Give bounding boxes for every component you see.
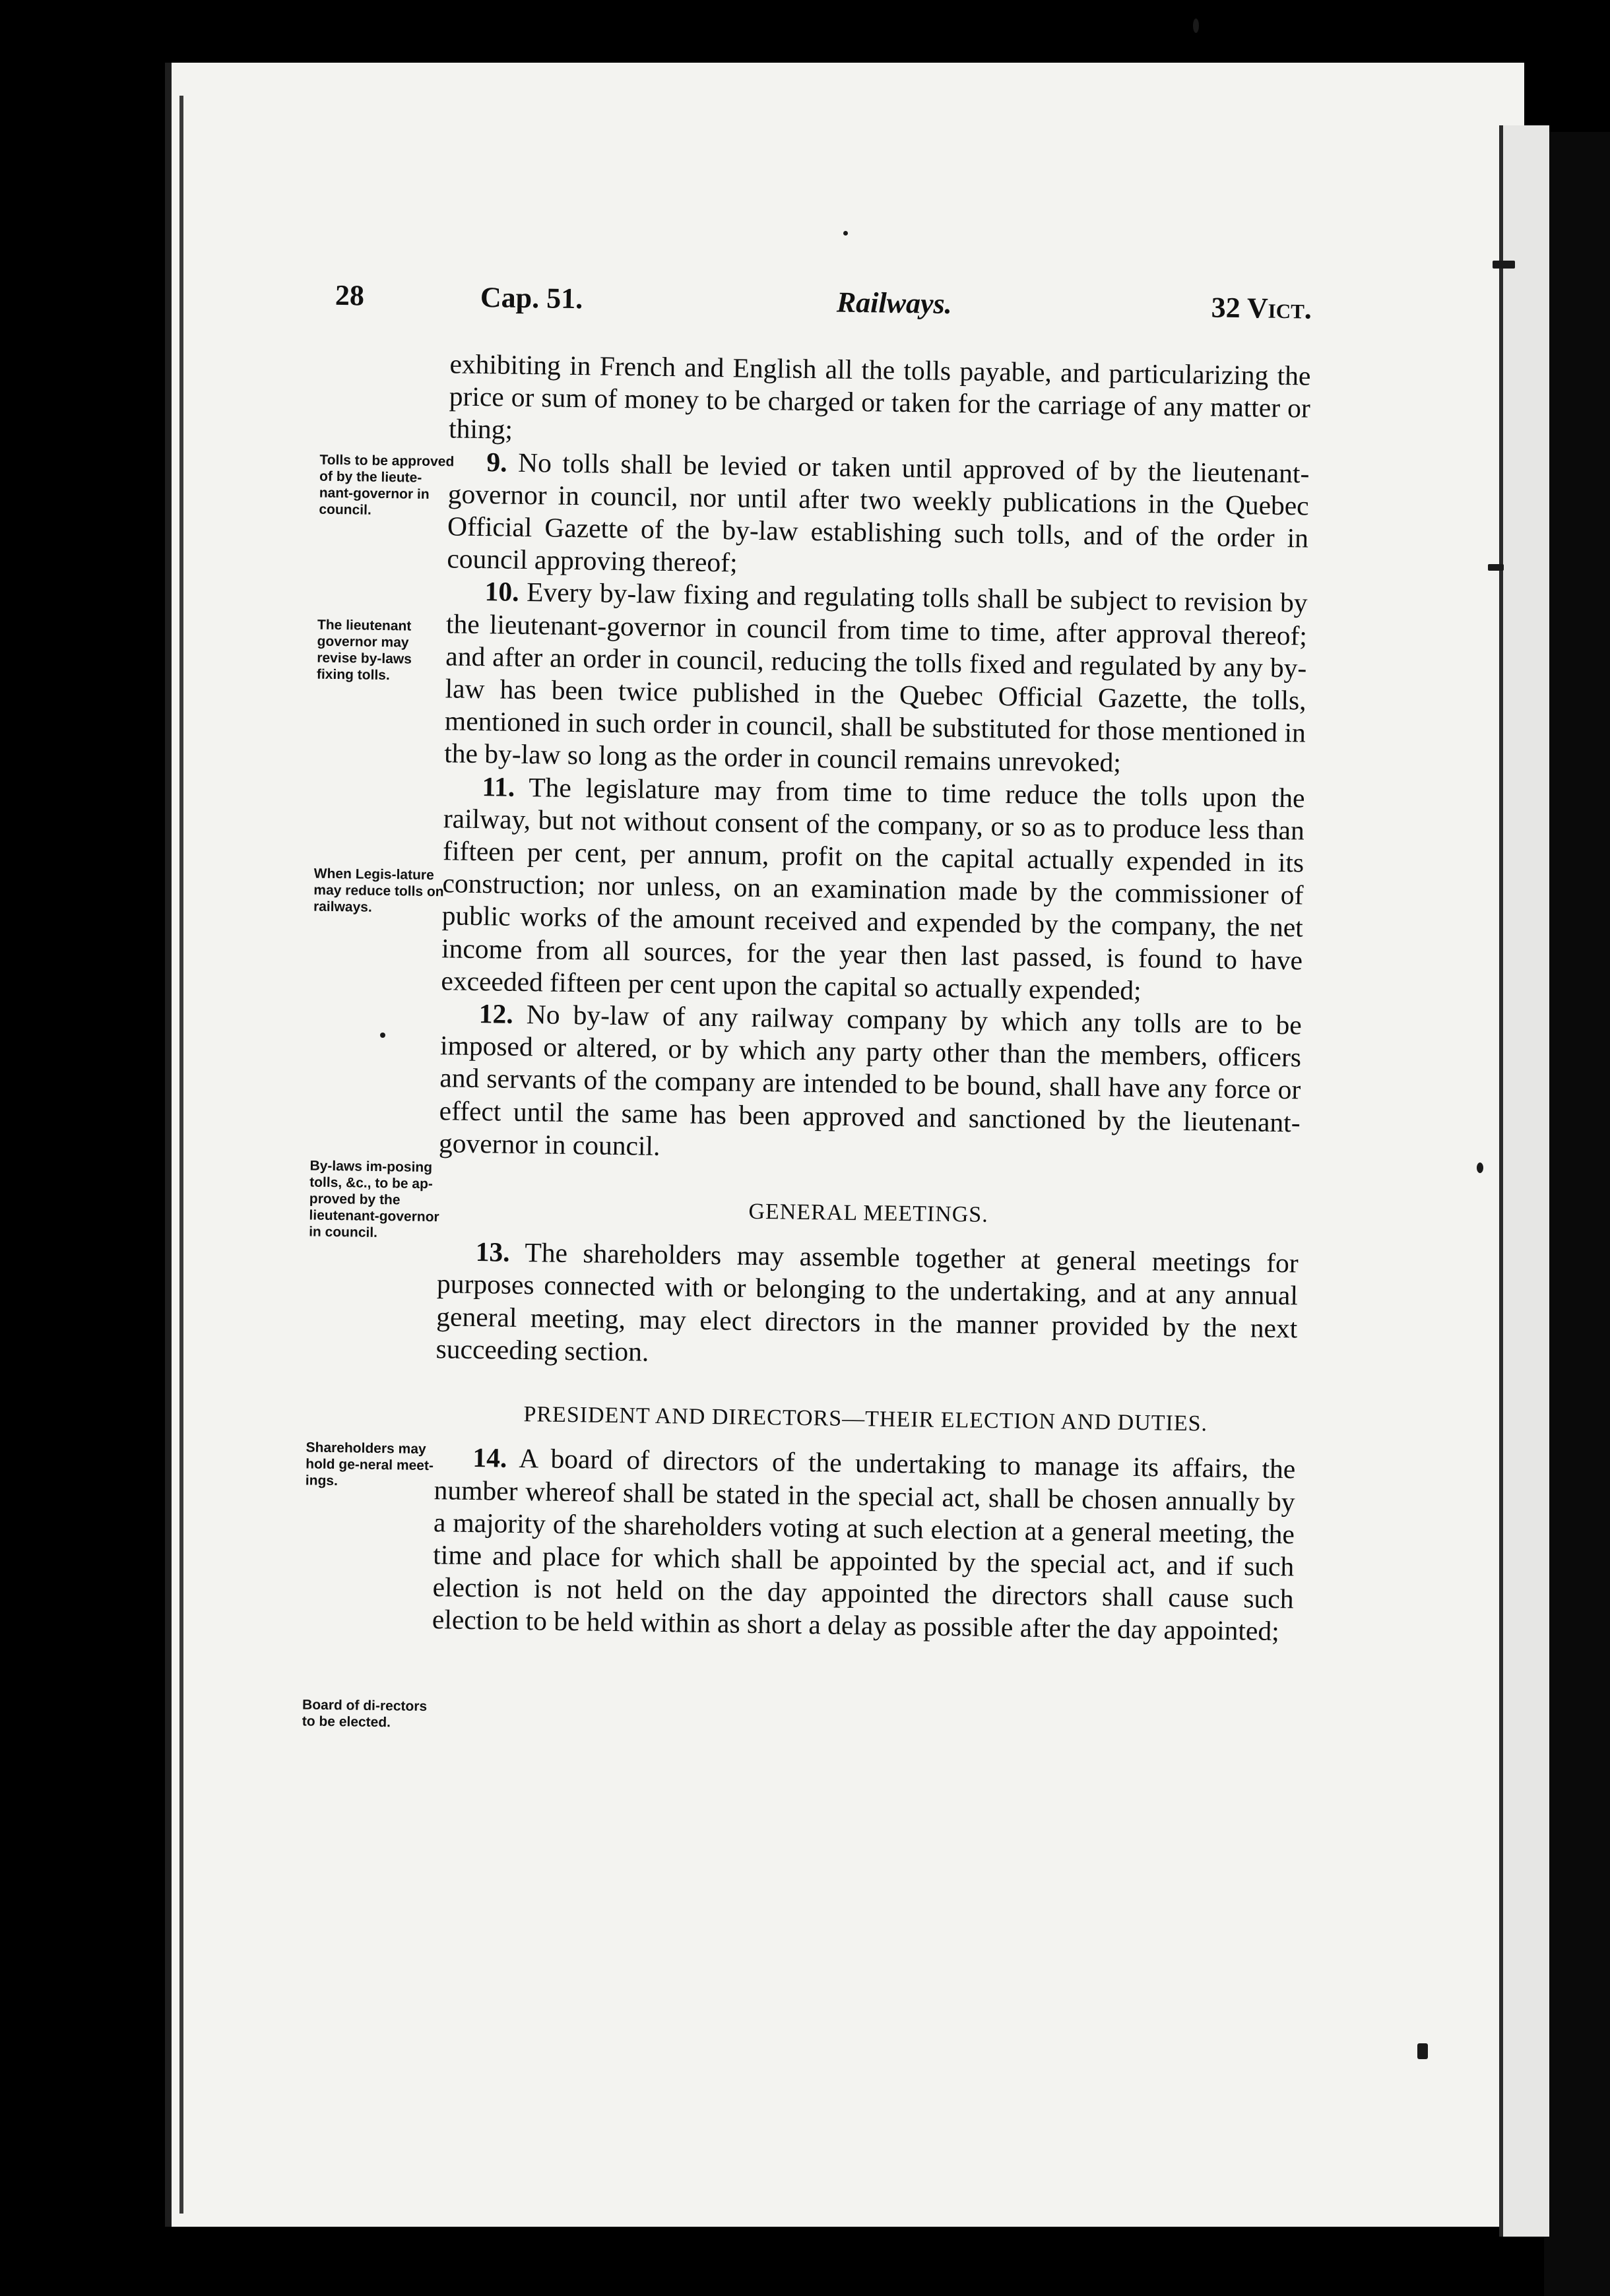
running-title: Railways. — [836, 286, 953, 320]
chapter-label: Cap. 51. — [480, 281, 583, 315]
section-text: No tolls shall be levied or taken until approved of by the lieutenant-governor in council, nor until after two weekly publications in the Quebec Official Gazette of the by-law establishing such tolls, and of the order in council approving thereof; — [447, 447, 1310, 578]
paragraph-intro: exhibiting in French and English all the tolls payable, and particularizing the price or sum of money to be charged or taken for the carriage of any matter or thing; — [448, 348, 1311, 445]
running-header — [335, 278, 1312, 338]
section-9 — [447, 445, 1310, 587]
sidenote-board-directors: Board of di-rectors to be elected. — [302, 1697, 428, 1731]
section-number: 11. — [482, 771, 515, 802]
section-text: The shareholders may assemble together at general meetings for purposes connected with or belonging to the undertaking, and at any annual general meeting, may elect directors in the manner provided by the next succeeding section. — [435, 1237, 1299, 1367]
section-number: 14. — [472, 1442, 507, 1474]
sidenote-legislature-reduce: When Legis-lature may reduce tolls on railways. — [313, 866, 444, 915]
section-text: Every by-law fixing and regulating tolls shall be subject to revision by the lieutenant-governor in council from time to time, after approval thereof; and after an order in council, reducing the tolls fixed and regulated by any by-law has been twice published in the Quebec Official Gazette, the tolls, mentioned in such order in council, shall be substituted for those mentioned in the by-law so long as the order in council remains unrevoked; — [443, 577, 1308, 779]
sidenote-revise-bylaws: The lieutenant governor may revise by-laws fixing tolls. — [316, 617, 412, 684]
sidenote-tolls-approval: Tolls to be approved of by the lieute-nant-governor in council. — [319, 452, 455, 518]
section-number: 9. — [486, 446, 507, 478]
section-12 — [439, 997, 1302, 1171]
statute-text — [432, 348, 1311, 1648]
section-text: No by-law of any railway company by which any tolls are to be imposed or altered, or by which any party other than the members, officers and servants of the company are intended to be bound, shall have any force or effect until the same has been approved and sanctioned by the lieutenant-governor in council. — [438, 999, 1303, 1161]
sidenote-bylaws-approval: By-laws im-posing tolls, &c., to be ap-proved by the lieutenant-governor in council. — [308, 1158, 439, 1240]
section-11 — [441, 770, 1305, 1009]
section-text: A board of directors of the undertaking to manage its affairs, the number whereof shall be stated in the special act, shall be chosen annually by a majority of the shareholders voting at such election at a general meeting, the time and place for which shall be appointed by the special act, and if such election is not held on the day appointed the directors shall cause such election to be held within as short a delay as possible after the day appointed; — [432, 1443, 1296, 1647]
sidenote-general-meetings: Shareholders may hold ge-neral meet-ings. — [305, 1440, 434, 1489]
heading-president-directors: PRESIDENT AND DIRECTORS—THEIR ELECTION AND DUTIES. — [523, 1402, 1208, 1436]
section-number: 12. — [478, 998, 513, 1029]
section-13 — [435, 1236, 1299, 1378]
page-number: 28 — [335, 278, 365, 312]
section-14 — [432, 1442, 1296, 1648]
heading-general-meetings: GENERAL MEETINGS. — [748, 1199, 988, 1227]
regnal-year: 32 Vict. — [1211, 291, 1312, 325]
section-number: 13. — [475, 1236, 510, 1268]
section-10 — [444, 575, 1308, 782]
section-number: 10. — [484, 576, 519, 608]
section-text: The legislature may from time to time reduce the tolls upon the railway, but not without consent of the company, or so as to produce less than fifteen per cent, per annum, profit on the capital actually expended in its construction; nor unless, on an examination made by the commissioner of public works of the amount received and expended by the company, the net income from all sources, for the year then last passed, is found to have exceeded fifteen per cent upon the capital so actually expended; — [441, 771, 1305, 1005]
